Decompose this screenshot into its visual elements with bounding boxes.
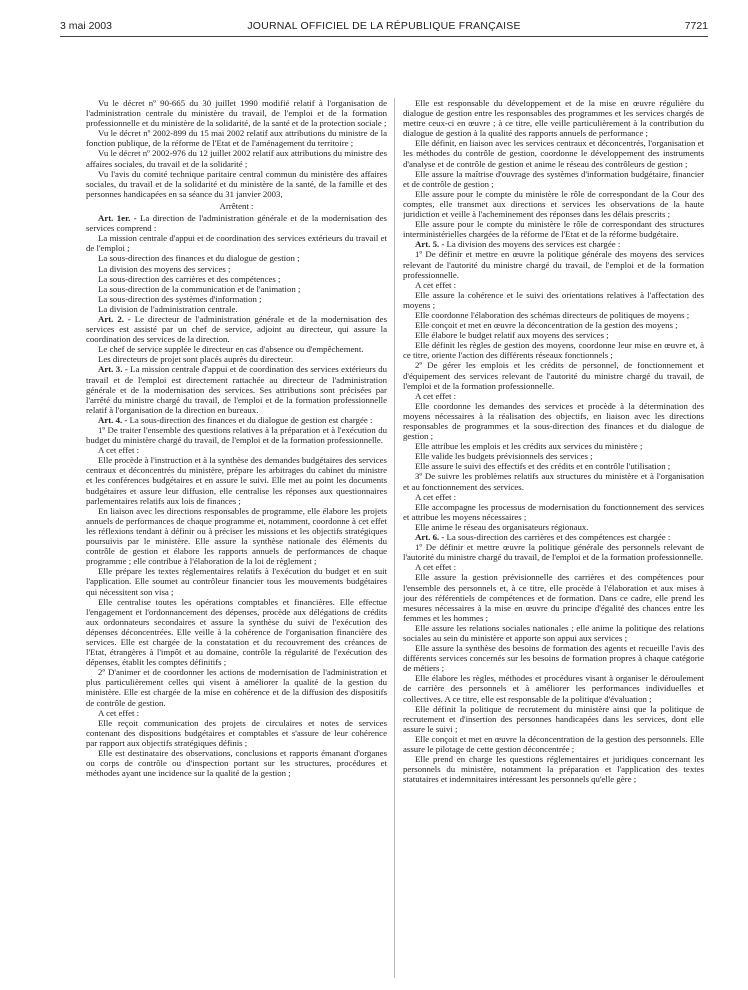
paragraph-text: A cet effet : xyxy=(415,279,457,290)
header-date: 3 mai 2003 xyxy=(60,20,112,32)
paragraph xyxy=(86,264,387,274)
paragraph xyxy=(86,597,387,668)
paragraph xyxy=(86,284,387,294)
paragraph xyxy=(403,471,704,491)
paragraph xyxy=(86,253,387,263)
right-column xyxy=(403,98,704,978)
paragraph xyxy=(86,213,387,233)
paragraph-text: La sous-direction des carrières et des compétences ; xyxy=(98,273,281,284)
paragraph xyxy=(403,340,704,360)
paragraph-text: Elle coordonne l'élaboration des schémas directeurs de politiques de moyens ; xyxy=(415,309,690,320)
paragraph xyxy=(86,304,387,314)
paragraph xyxy=(403,219,704,239)
paragraph-text: La sous-direction des carrières et des compétences est chargée : xyxy=(444,532,671,543)
paragraph xyxy=(86,128,387,148)
paragraph-text: La mission centrale d'appui et de coordination des services extérieurs du travail et de l'emploi ; xyxy=(86,233,387,254)
paragraph-text: Elle conçoit et met en œuvre la déconcentration de la gestion des personnels. Elle assure le pilotage de cette gestion déconcentrée ; xyxy=(403,733,704,754)
paragraph-text: La division de l'administration centrale. xyxy=(98,303,238,314)
paragraph-text: Elle assure la gestion prévisionnelle des carrières et des compétences pour l'ensemble des personnels et, à ce titre, elle procède à l'élaboration et aux mises à jour des référentiels de compétences et de formation. Dans ce cadre, elle prend les mesures nécessaires à la mise en œuvre du principe d'égalité des chances entre les femmes et les hommes ; xyxy=(403,572,704,623)
paragraph-text: La mission centrale d'appui et de coordination des services extérieurs du travail et de l'emploi est directement rattachée au directeur de l'administration générale et de la modernisation des services. Ses attributions sont précisées par l'arrêté du ministre chargé du travail, de l'emploi et de la formation professionnelle relatif à l'organisation de la direction en bureaux. xyxy=(86,364,387,415)
paragraph xyxy=(403,360,704,390)
paragraph-text: Elle centralise toutes les opérations comptables et financières. Elle effectue l'engagement et l'ordonnancement des dépenses, procède aux délégations de crédits aux ordonnateurs secondaires et assure la synthèse du suivi de l'exécution des dépenses déconcentrées. Elle veille à la cohérence de l'organisation financière des services. Elle est chargée de la constatation et du recouvrement des créances de l'Etat, étrangères à l'impôt et au domaine, contrôle la régularité de l'exécution des dépenses, établit les comptes définitifs ; xyxy=(86,596,387,668)
paragraph xyxy=(403,572,704,622)
paragraph xyxy=(86,708,387,718)
paragraph xyxy=(403,189,704,219)
paragraph-text: 2º De gérer les emplois et les crédits de personnel, de fonctionnement et d'équipement des services relevant de l'autorité du ministre chargé du travail, de l'emploi et de la formation professionnelle. xyxy=(403,360,704,391)
paragraph-text: Elle élabore le budget relatif aux moyens des services ; xyxy=(415,330,609,341)
paragraph xyxy=(86,445,387,455)
paragraph xyxy=(403,734,704,754)
paragraph xyxy=(86,294,387,304)
paragraph xyxy=(403,310,704,320)
paragraph xyxy=(403,441,704,451)
paragraph-text: A cet effet : xyxy=(415,491,457,502)
paragraph-text: Elle reçoit communication des projets de circulaires et notes de services contenant des dispositions budgétaires et comptables et s'assure de leur cohérence par rapport aux objectifs stratégiques définis ; xyxy=(86,717,387,748)
paragraph xyxy=(86,344,387,354)
paragraph xyxy=(403,249,704,279)
paragraph xyxy=(403,704,704,734)
paragraph xyxy=(403,673,704,703)
page-header xyxy=(60,20,708,37)
paragraph-text: Elle est destinataire des observations, conclusions et rapports émanant d'organes ou corps de contrôle ou d'inspection portant sur les structures, procédures et méthodes ayant une incidence sur la qualité de la gestion ; xyxy=(86,748,387,779)
paragraph-text: Elle assure les relations sociales nationales ; elle anime la politique des relations sociales au sein du ministère et apporte son appui aux services ; xyxy=(403,622,704,643)
paragraph xyxy=(86,748,387,778)
paragraph xyxy=(86,718,387,748)
paragraph-text: Elle assure la cohérence et le suivi des orientations relatives à l'affectation des moyens ; xyxy=(403,289,704,310)
paragraph-text: A cet effet : xyxy=(98,445,140,456)
paragraph xyxy=(86,364,387,414)
paragraph-text: Elle prend en charge les questions réglementaires et juridiques concernant les personnels du ministère, notamment la préparation et l'application des textes statutaires et indemnitaires intéressant les personnels qu'elle gère ; xyxy=(403,754,704,785)
paragraph xyxy=(403,391,704,401)
article-heading: Art. 6. - xyxy=(415,532,445,543)
paragraph xyxy=(86,415,387,425)
paragraph xyxy=(86,233,387,253)
paragraph xyxy=(403,562,704,572)
paragraph xyxy=(86,566,387,596)
paragraph xyxy=(403,623,704,643)
paragraph-text: Elle accompagne les processus de modernisation du fonctionnement des services et attribue les moyens nécessaires ; xyxy=(403,501,704,522)
paragraph-text: 1º De définir et mettre œuvre la politique générale des personnels relevant de l'autorité du ministre chargé du travail, de l'emploi et de la formation professionnelle. xyxy=(403,542,704,563)
paragraph-text: La division des moyens des services ; xyxy=(98,263,231,274)
paragraph-text: La sous-direction des finances et du dialogue de gestion est chargée : xyxy=(127,414,373,425)
body-columns xyxy=(86,98,704,978)
paragraph xyxy=(86,314,387,344)
paragraph xyxy=(403,401,704,441)
paragraph xyxy=(403,542,704,562)
paragraph xyxy=(403,522,704,532)
paragraph-text: La direction de l'administration générale et de la modernisation des services comprend : xyxy=(86,213,387,234)
paragraph-text: Elle définit les règles de gestion des moyens, coordonne leur mise en œuvre et, à ce titre, oriente l'action des différents réseaux fonctionnels ; xyxy=(403,340,704,361)
paragraph-text: Elle anime le réseau des organisateurs régionaux. xyxy=(415,521,589,532)
article-heading: Art. 4. - xyxy=(98,414,128,425)
paragraph-text: Elle valide les budgets prévisionnels des services ; xyxy=(415,451,593,462)
paragraph xyxy=(403,138,704,168)
paragraph xyxy=(86,201,387,211)
paragraph-text: Le chef de service supplée le directeur en cas d'absence ou d'empêchement. xyxy=(98,344,364,355)
paragraph xyxy=(403,451,704,461)
paragraph-text: Elle attribue les emplois et les crédits aux services du ministère ; xyxy=(415,441,643,452)
paragraph-text: Elle assure le suivi des effectifs et des crédits et en contrôle l'utilisation ; xyxy=(415,461,671,472)
paragraph-text: Vu le décret nº 90-665 du 30 juillet 1990 modifié relatif à l'organisation de l'administration centrale du ministère du travail, de l'emploi et de la formation professionnelle et du ministère de la solidarité, de la santé et de la protection sociale ; xyxy=(86,98,387,129)
paragraph-text: La sous-direction des systèmes d'information ; xyxy=(98,293,262,304)
paragraph-text: Elle assure la synthèse des besoins de formation des agents et recueille l'avis des différents services concernés sur les besoins de formation propres à chaque catégorie de métiers ; xyxy=(403,643,704,674)
paragraph-text: 1º De définir et mettre en œuvre la politique générale des moyens des services relevant de l'autorité du ministre chargé du travail, de l'emploi et de la formation professionnelle. xyxy=(403,249,704,280)
paragraph-text: Elle conçoit et met en œuvre la déconcentration de la gestion des moyens ; xyxy=(415,320,678,331)
left-column xyxy=(86,98,387,978)
paragraph-text: Vu le décret nº 2002-899 du 15 mai 2002 relatif aux attributions du ministre de la fonction publique, de la réforme de l'Etat et de l'aménagement du territoire ; xyxy=(86,128,387,149)
paragraph-text: Elle assure pour le compte du ministère le rôle de correspondant de la Cour des comptes, elle transmet aux directions et services les observations de la haute juridiction et veille à l'acheminement des réponses dans les délais prescrits ; xyxy=(403,188,704,220)
page-number: 7721 xyxy=(684,20,708,32)
paragraph-text: Vu le décret nº 2002-976 du 12 juillet 2002 relatif aux attributions du ministre des affaires sociales, du travail et de la solidarité ; xyxy=(86,148,387,169)
paragraph-text: Le directeur de l'administration générale et de la modernisation des services est assisté par un chef de service, adjoint au directeur, qui assure la coordination des services de la direction. xyxy=(86,313,387,345)
paragraph-text: Elle est responsable du développement et de la mise en œuvre régulière du dialogue de gestion entre les responsables des programmes et les services chargés de mettre ceux-ci en œuvre ; à ce titre, elle veille particulièrement à la contribution du dialogue de gestion à la qualité des rapports annuels de performance ; xyxy=(403,98,704,139)
paragraph-text: Vu l'avis du comité technique paritaire central commun du ministère des affaires sociales, du travail et de la solidarité et du ministère de la santé, de la famille et des personnes handicapées en sa séance du 31 janvier 2003, xyxy=(86,168,387,199)
article-heading: Art. 2. - xyxy=(98,313,131,324)
paragraph-text: A cet effet : xyxy=(415,390,457,401)
paragraph xyxy=(403,320,704,330)
paragraph-text: Elle élabore les règles, méthodes et procédures visant à organiser le déroulement de carrière des personnels et à améliorer les performances individuelles et collectives. A ce titre, elle est responsable de la politique d'évaluation ; xyxy=(403,673,704,704)
paragraph-text: Elle coordonne les demandes des services et procède à la détermination des moyens nécessaires à la réalisation des objectifs, en liaison avec les directions responsables de programmes et la sous-direction des finances et du dialogue de gestion ; xyxy=(403,400,704,442)
paragraph-text: La sous-direction de la communication et de l'animation ; xyxy=(98,283,301,294)
paragraph-text: Elle assure pour le compte du ministère le rôle de correspondant des structures interministérielles chargées de la réforme de l'Etat et de la réforme budgétaire. xyxy=(403,219,704,240)
paragraph xyxy=(403,280,704,290)
paragraph xyxy=(86,506,387,567)
paragraph xyxy=(403,239,704,249)
paragraph xyxy=(86,354,387,364)
paragraph xyxy=(403,330,704,340)
paragraph xyxy=(403,643,704,673)
paragraph xyxy=(403,461,704,471)
paragraph xyxy=(403,492,704,502)
paragraph-text: 3º De suivre les problèmes relatifs aux structures du ministère et à l'organisation et au fonctionnement des services. xyxy=(403,471,704,492)
paragraph xyxy=(86,455,387,505)
paragraph-text: Arrêtent : xyxy=(219,200,254,211)
paragraph-text: Elle assure la maîtrise d'ouvrage des systèmes d'information budgétaire, financier et de contrôle de gestion ; xyxy=(403,168,704,189)
paragraph xyxy=(86,98,387,128)
paragraph-text: Les directeurs de projet sont placés auprès du directeur. xyxy=(98,354,294,365)
article-heading: Art. 5. - xyxy=(415,239,445,250)
paragraph xyxy=(86,425,387,445)
paragraph xyxy=(86,148,387,168)
paragraph-text: La division des moyens des services est chargée : xyxy=(444,239,621,250)
paragraph-text: Elle définit, en liaison avec les services centraux et déconcentrés, l'organisation et les méthodes du contrôle de gestion, coordonne le développement des instruments d'analyse et de contrôle de gestion et anime le réseau des contrôleurs de gestion ; xyxy=(403,138,704,169)
paragraph-text: A cet effet : xyxy=(415,562,457,573)
paragraph-text: Elle définit la politique de recrutement du ministère ainsi que la politique de recrutement et d'insertion des personnes handicapées dans les services, dont elle assure le suivi ; xyxy=(403,703,704,734)
journal-title: JOURNAL OFFICIEL DE LA RÉPUBLIQUE FRANÇAISE xyxy=(247,20,521,32)
paragraph xyxy=(86,169,387,199)
paragraph xyxy=(403,98,704,138)
paragraph xyxy=(403,169,704,189)
paragraph xyxy=(403,502,704,522)
paragraph-text: A cet effet : xyxy=(98,707,140,718)
article-heading: Art. 1er. - xyxy=(98,213,137,224)
paragraph-text: Elle prépare les textes réglementaires relatifs à l'exécution du budget et en suit l'application. Elle soumet au contrôleur financier tous les mouvements budgétaires qui nécessitent son visa ; xyxy=(86,566,387,597)
paragraph xyxy=(403,754,704,784)
paragraph xyxy=(86,667,387,707)
paragraph xyxy=(403,290,704,310)
paragraph-text: 2º D'animer et de coordonner les actions de modernisation de l'administration et plus particulièrement celles qui visent à améliorer la qualité de la gestion du ministère. Elle est chargée de la mise en cohérence et de la diffusion des dispositifs de contrôle de gestion. xyxy=(86,667,387,708)
paragraph-text: 1º De traiter l'ensemble des questions relatives à la préparation et à l'exécution du budget du ministère chargé du travail, de l'emploi et de la formation professionnelle. xyxy=(86,425,387,446)
article-heading: Art. 3. - xyxy=(98,364,128,375)
paragraph xyxy=(403,532,704,542)
paragraph xyxy=(86,274,387,284)
paragraph-text: En liaison avec les directions responsables de programme, elle élabore les projets annuels de performances de chaque programme et, notamment, coordonne à cet effet les réflexions tendant à définir ou à préciser les missions et les objectifs stratégiques poursuivis par le ministère. Elle assure la synthèse nationale des éléments du contrôle de gestion et élabore les rapports annuels de performances de chaque programme ; elle contribue à l'élaboration de la loi de règlement ; xyxy=(86,505,387,567)
paragraph-text: Elle procède à l'instruction et à la synthèse des demandes budgétaires des services centraux et déconcentrés du ministère, prépare les arbitrages du cabinet du ministre et les conférences budgétaires et en assure le suivi. Elle met au point les documents budgétaires et assure leur diffusion, elle centralise les réponses aux questionnaires parlementaires relatifs aux lois de finances ; xyxy=(86,455,387,506)
paragraph-text: La sous-direction des finances et du dialogue de gestion ; xyxy=(98,253,300,264)
